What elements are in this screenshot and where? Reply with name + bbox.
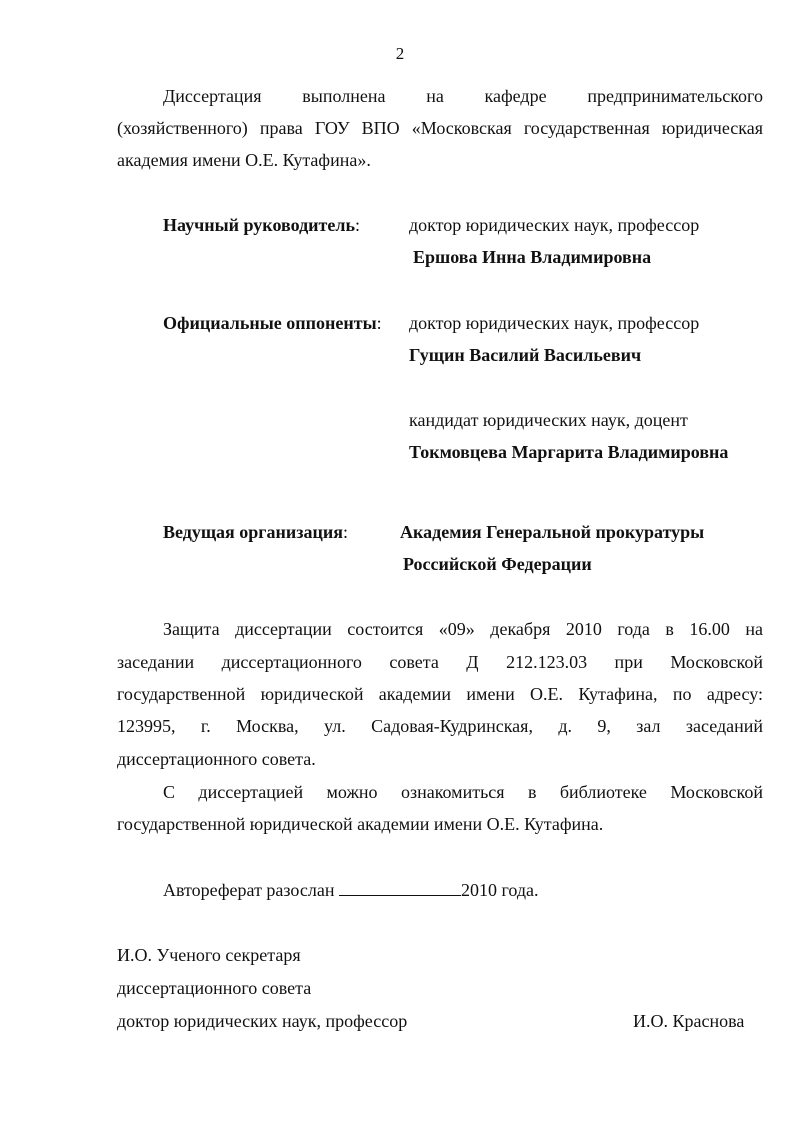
opponent-2-degree: кандидат юридических наук, доцент (409, 410, 688, 430)
defense-line-1: Защита диссертации состоится «09» декабря 2010 года в 16.00 на (163, 619, 763, 639)
secretary-signature: И.О. Краснова (633, 1011, 745, 1031)
library-line-1: С диссертацией можно ознакомиться в библиотеке Московской (163, 782, 763, 802)
opponent-1-name: Гущин Василий Васильевич (409, 345, 642, 365)
supervisor-label: Научный руководитель (163, 215, 355, 235)
opponents-label-line (163, 313, 382, 334)
secretary-line-3: доктор юридических наук, профессор (117, 1011, 408, 1031)
opponent-1-degree: доктор юридических наук, профессор (409, 313, 700, 333)
leading-org-colon: : (342, 522, 348, 542)
supervisor-name: Ершова Инна Владимировна (413, 247, 652, 267)
abstract-suffix: 2010 года. (460, 880, 539, 900)
secretary-line-1: И.О. Ученого секретаря (117, 945, 301, 965)
supervisor-label-line (163, 215, 360, 236)
leading-org-label-line (163, 522, 348, 543)
defense-line-3: государственной юридической академии имени О.Е. Кутафина, по адресу: (117, 684, 763, 704)
supervisor-degree: доктор юридических наук, профессор (409, 215, 700, 235)
abstract-prefix: Автореферат разослан (163, 880, 335, 900)
opponents-label: Официальные оппоненты (163, 313, 377, 333)
leading-org-line-1: Академия Генеральной прокуратуры (400, 522, 705, 542)
opponent-2-name: Токмовцева Маргарита Владимировна (409, 442, 729, 462)
defense-line-2: заседании диссертационного совета Д 212.123.03 при Московской (117, 652, 763, 672)
page-number: 2 (395, 44, 405, 63)
leading-org-label: Ведущая организация (163, 522, 343, 542)
library-line-2: государственной юридической академии имени О.Е. Кутафина. (117, 814, 604, 834)
intro-line-1: Диссертация выполнена на кафедре предпринимательского (163, 86, 763, 106)
defense-line-5: диссертационного совета. (117, 749, 316, 769)
leading-org-line-2: Российской Федерации (403, 554, 592, 574)
opponents-colon: : (376, 313, 382, 333)
intro-line-2: (хозяйственного) права ГОУ ВПО «Московская государственная юридическая (117, 118, 763, 138)
defense-line-4: 123995, г. Москва, ул. Садовая-Кудринская, д. 9, зал заседаний (117, 716, 763, 736)
date-blank-line (339, 880, 461, 896)
secretary-line-2: диссертационного совета (117, 978, 312, 998)
supervisor-colon: : (355, 215, 361, 235)
intro-line-3: академия имени О.Е. Кутафина». (117, 150, 371, 170)
abstract-line (163, 880, 539, 901)
